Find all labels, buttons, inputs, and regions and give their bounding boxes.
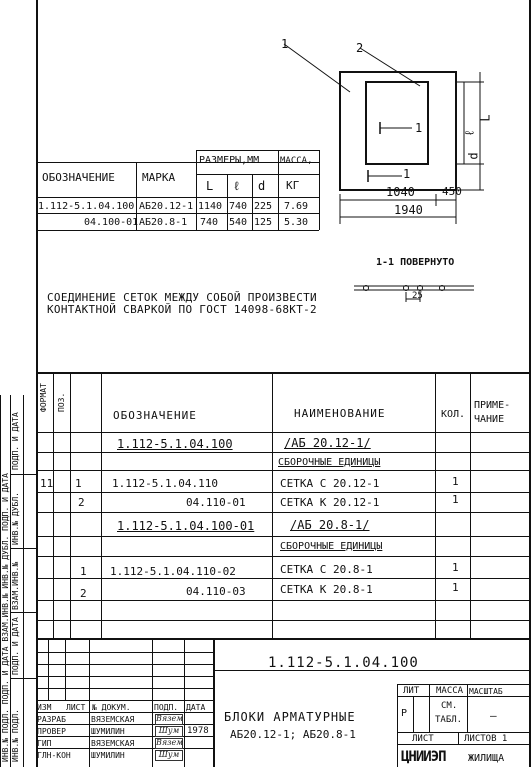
spec-row-line [36,578,530,579]
title-block-line [397,732,530,733]
title-block-line [397,696,530,697]
params-col-mark: МАРКА [142,171,176,184]
title-line-1: БЛОКИ АРМАТУРНЫЕ [224,710,356,724]
params-sub-L: L [206,179,214,193]
title-block-vline [48,638,49,700]
title-block-vline [213,638,215,767]
side-margin-label-4: ИНВ.№ ДУБЛ. [11,492,20,545]
title-block-vline [65,638,66,700]
spec-col-qty: КОЛ. [441,409,466,420]
dim-l-label: ℓ [462,129,477,137]
signature-stamp: Вязем [156,714,183,723]
spec-row-line [36,470,530,471]
spec-col-line [70,372,71,638]
title-block-vline [89,638,90,767]
tb-scale: МАСШТАБ [469,687,503,696]
spec-header-bottom [36,432,530,433]
side-margin-label-5: ПОДП. И ДАТА [11,412,20,470]
title-block-line [36,688,213,689]
tb-org: ЖИЛИЩА [468,753,505,764]
spec-col-line [101,372,102,638]
title-block-vline [184,638,185,767]
params-col-designation: ОБОЗНАЧЕНИЕ [42,171,115,184]
spec-row-line [36,600,530,601]
section-mark-bottom-label: 1 [403,167,411,181]
spec-col-line [53,372,54,638]
dim-L-label: L [478,114,493,122]
params-sub-d: d [258,179,266,193]
title-block-vline [429,684,430,732]
tb-mass-value-1: СМ. [441,701,458,711]
tb-lit-value: Р [401,708,408,719]
spec-col-pos: ПОЗ. [57,392,66,412]
section-mark-label: 1 [415,121,423,135]
tb-sheets: ЛИСТОВ 1 [464,734,508,744]
title-block-vline [467,684,468,732]
title-block-line [36,676,213,677]
side-margin-label-2: ПОДП. И ДАТА [11,617,20,675]
title-block-line [36,652,213,653]
title-block-line [397,684,530,685]
spec-col-name: НАИМЕНОВАНИЕ [294,407,386,420]
tb-mass: МАССА [436,686,464,696]
signature-stamp: Шум [155,750,183,761]
dim-d-label: d [466,152,481,160]
tb-sheet: ЛИСТ [412,734,434,744]
title-block-vline [413,696,414,732]
spec-col-line [435,372,436,638]
title-block-vline [152,638,153,767]
spec-col-note-2: ЧАНИЕ [474,414,505,425]
spec-row-line [36,452,530,453]
spec-col-line [470,372,471,638]
title-block-line [36,664,213,665]
section-view-title: 1-1 ПОВЕРНУТО [376,257,455,268]
title-block-line [36,712,213,713]
tb-lit: ЛИТ [403,686,420,696]
title-block-top [36,638,530,640]
title-block-vline [458,732,459,744]
spec-col-designation: ОБОЗНАЧЕНИЕ [113,409,197,422]
signature-stamp: Шум [155,726,183,737]
tb-h-list: ЛИСТ [66,703,86,712]
spec-row-line [36,620,530,621]
params-col-mass: МАССА, [280,156,313,166]
spec-col-line [272,372,273,638]
note-line-2: КОНТАКТНОЙ СВАРКОЙ ПО ГОСТ 14098-68КТ-2 [47,303,317,316]
side-margin-label-3: ВЗАМ.ИНВ.№ [11,561,20,610]
title-block-line [397,744,530,745]
org-logo: ЦНИИЭП [401,749,446,765]
title-block-line [36,724,213,725]
spec-col-format: ФОРМАТ [39,383,48,412]
title-block-line [36,736,213,737]
title-line-2: АБ20.12-1; АБ20.8-1 [230,728,356,741]
dim-width-total: 1940 [394,203,423,217]
spec-row-line [36,536,530,537]
title-block-line [36,700,213,701]
tb-h-data: ДАТА [186,703,206,712]
spec-row-line [36,512,530,513]
spec-row-line [36,556,530,557]
spec-top-border [36,372,530,374]
signature-stamp: Вязем [156,738,183,747]
tb-mass-value-2: ТАБЛ. [435,715,463,725]
tb-scale-value: — [490,709,497,722]
dim-offset: 450 [442,185,462,198]
tb-h-podp: ПОДП. [154,703,179,712]
margin-divider [23,395,24,767]
params-sub-kg: КГ [286,179,300,192]
dim-width-inner: 1040 [386,185,415,199]
note-line-1: СОЕДИНЕНИЕ СЕТОК МЕЖДУ СОБОЙ ПРОИЗВЕСТИ [47,291,317,304]
leader-label-2: 2 [356,41,364,55]
tb-h-izm: ИЗМ [37,703,52,712]
leader-label-1: 1 [281,37,289,51]
side-margin-label-1: ИНВ.№ ПОДЛ. [11,709,20,762]
params-sub-l: ℓ [233,179,241,193]
doc-number: 1.112-5.1.04.100 [268,655,419,671]
side-margin-top: ИНВ.№ ПОДЛ. ПОДП. И ДАТА ВЗАМ.ИНВ.№ ИНВ.№ ДУБЛ. ПОДП. И ДАТА [1,473,10,762]
spec-col-note-1: ПРИМЕ- [474,400,511,411]
section-view-dim: 25 [412,291,423,301]
params-col-sizes: РАЗМЕРЫ,ММ [199,155,260,166]
title-block-line [36,748,213,749]
tb-h-ndoc: № ДОКУМ. [92,703,131,712]
